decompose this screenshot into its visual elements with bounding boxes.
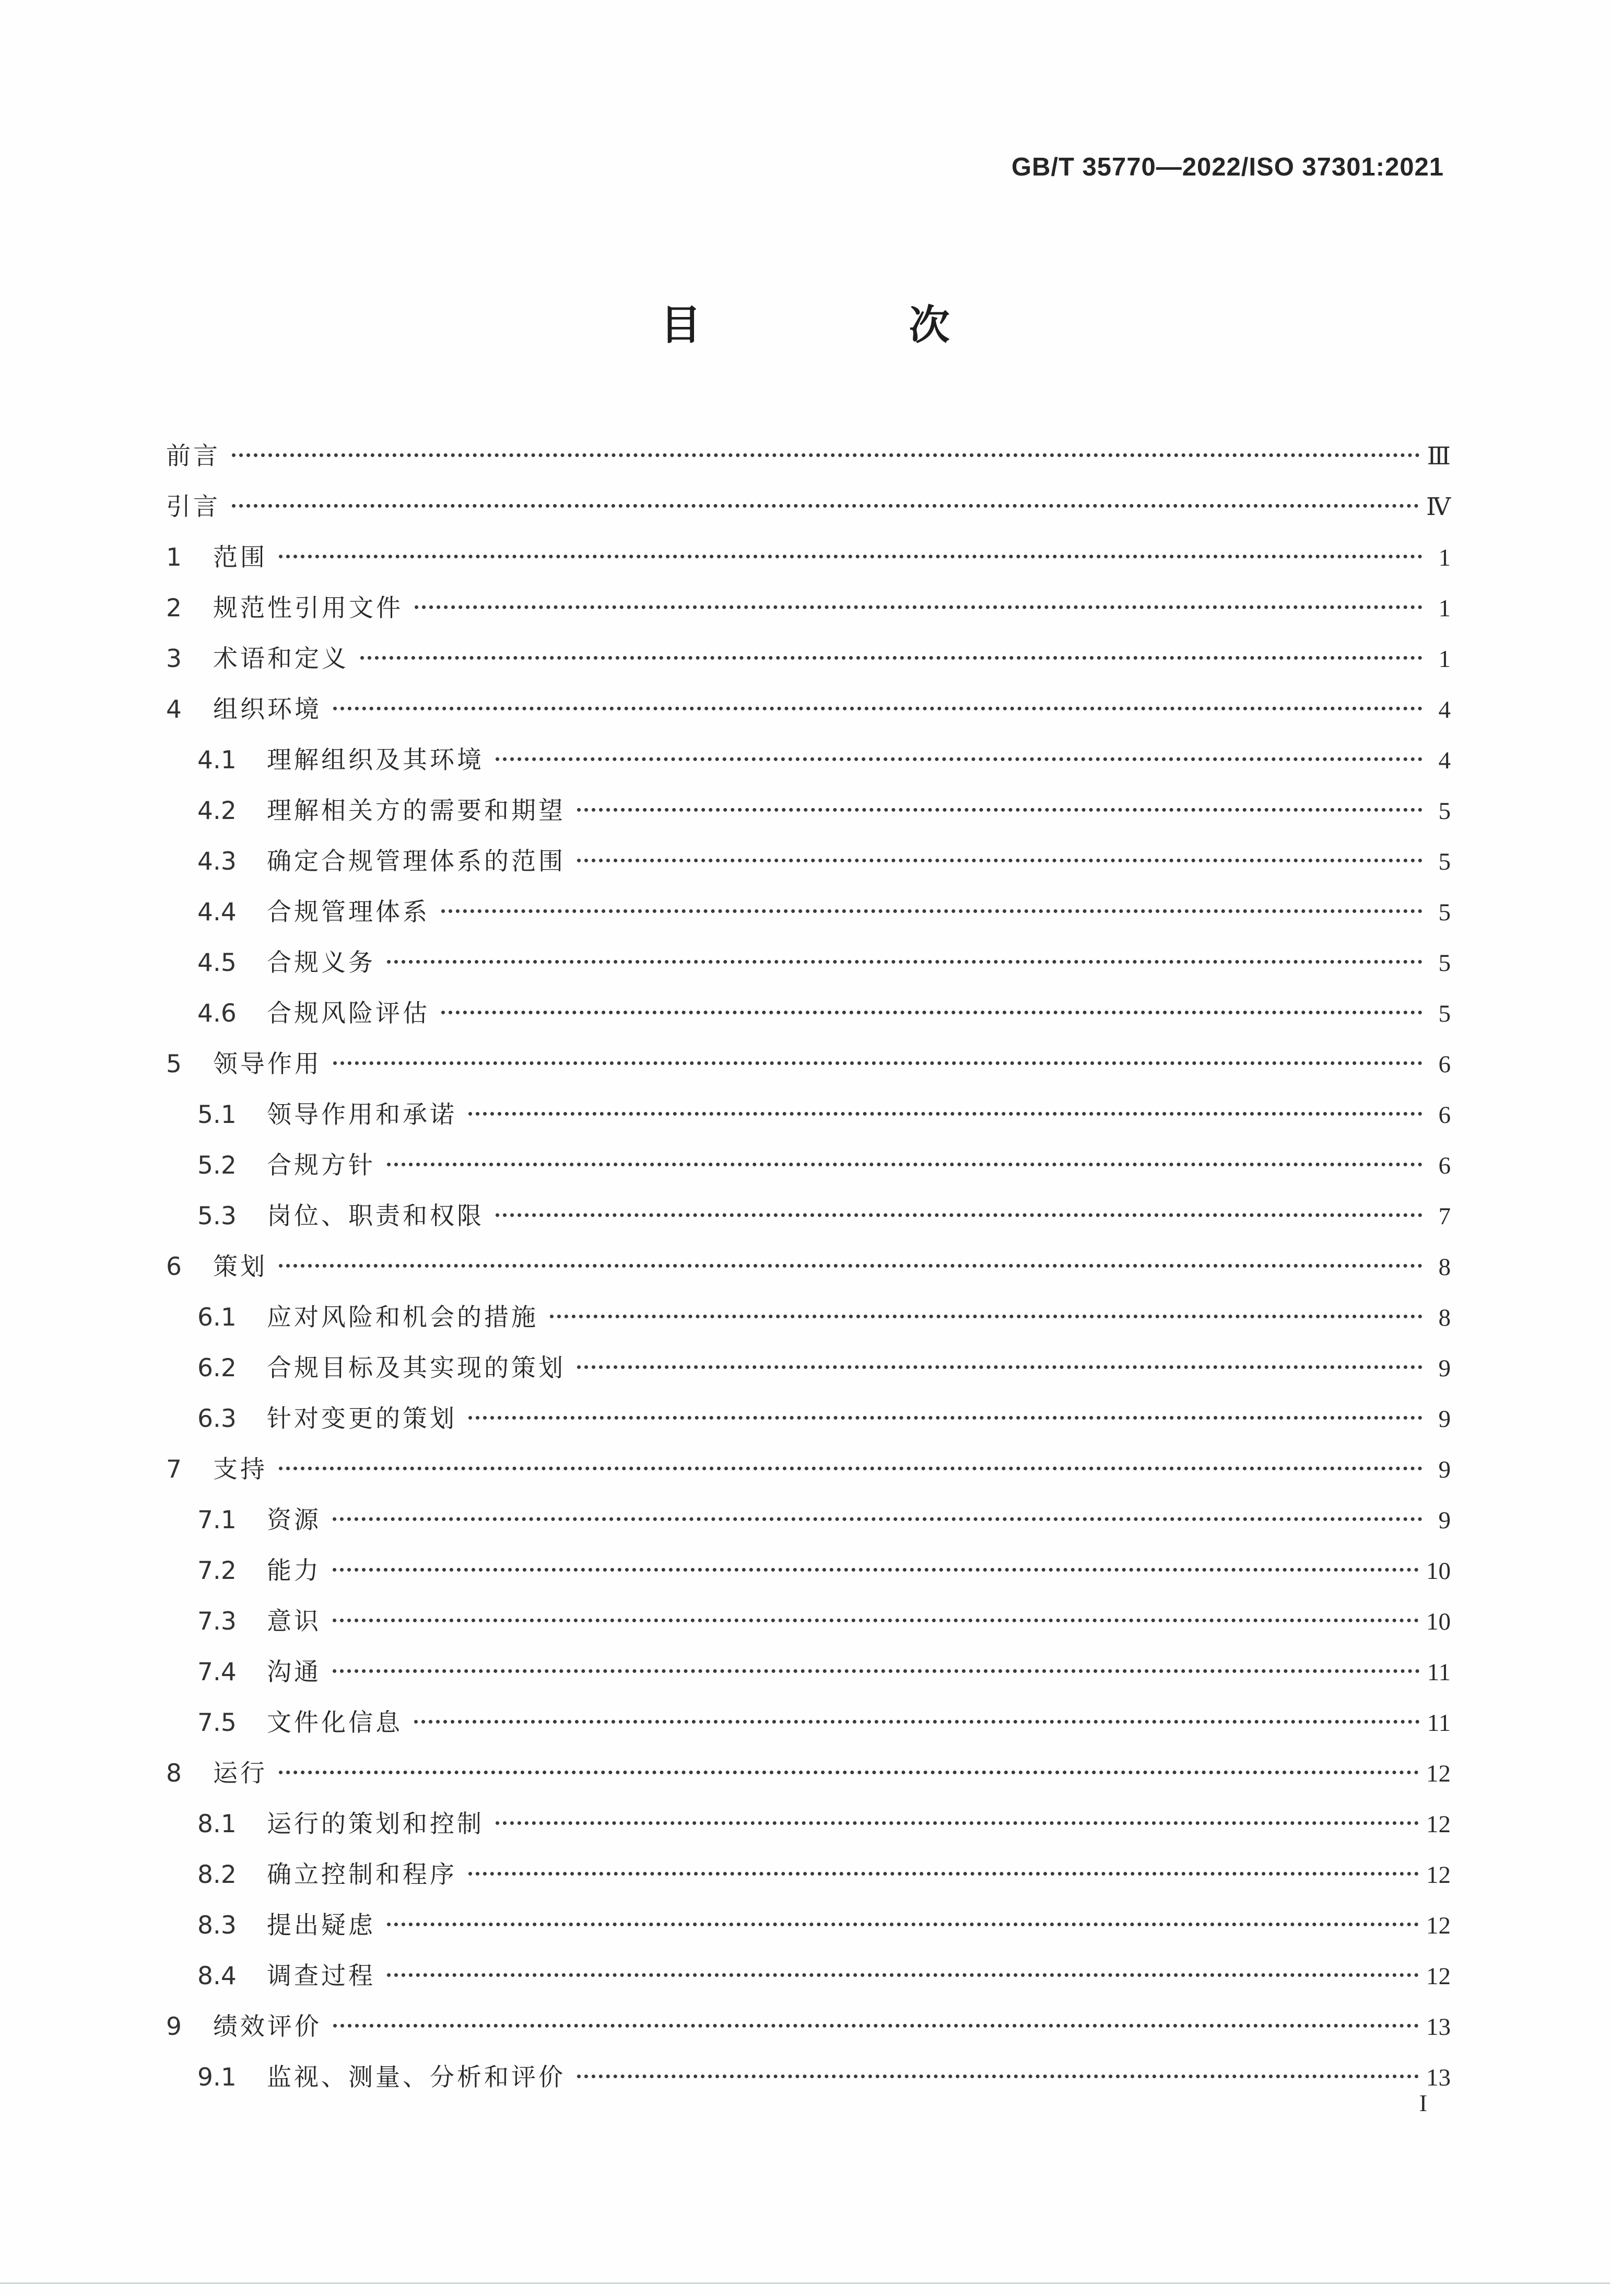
toc-entry-label: 组织环境 (213, 695, 322, 724)
toc-entry-page: 9 (1438, 1355, 1451, 1382)
footer-page-number: I (1419, 2090, 1427, 2116)
toc-entry-label: 运行的策划和控制 (267, 1810, 484, 1838)
toc-entry-number: 4.3 (197, 847, 237, 876)
toc-entry-label: 前言 (166, 442, 220, 471)
toc-entry[interactable] (166, 1849, 1451, 1900)
toc-dot-leader (387, 1923, 1419, 1926)
toc-entry-page: 6 (1438, 1102, 1451, 1129)
toc-entry-label: 范围 (213, 543, 267, 572)
toc-entry-label: 理解组织及其环境 (267, 746, 484, 775)
toc-entry-page: 10 (1426, 1557, 1451, 1585)
toc-entry-number: 7.5 (197, 1708, 237, 1737)
toc-entry-label: 支持 (213, 1455, 267, 1484)
toc-entry-number: 7 (166, 1455, 182, 1484)
toc-entry[interactable] (166, 1647, 1451, 1697)
toc-entry[interactable] (166, 482, 1451, 532)
toc-dot-leader (333, 2024, 1419, 2028)
toc-entry-label: 确定合规管理体系的范围 (267, 847, 566, 876)
scan-edge-line (0, 2282, 1610, 2284)
toc-dot-leader (577, 808, 1423, 812)
toc-entry-page: 5 (1438, 950, 1451, 977)
toc-entry-page: 8 (1438, 1254, 1451, 1281)
toc-entry-page: 7 (1438, 1203, 1451, 1230)
toc-entry-page: Ⅳ (1426, 494, 1451, 521)
table-of-contents (166, 431, 1451, 2103)
toc-entry-label: 绩效评价 (213, 2012, 322, 2041)
toc-dot-leader (279, 1467, 1423, 1470)
toc-entry-number: 7.2 (197, 1556, 237, 1585)
toc-entry-label: 岗位、职责和权限 (267, 1202, 484, 1231)
toc-entry-page: 12 (1426, 1861, 1451, 1889)
toc-entry-number: 8.2 (197, 1860, 237, 1889)
toc-entry-label: 调查过程 (267, 1962, 375, 1990)
toc-dot-leader (333, 1061, 1423, 1065)
toc-entry-page: 4 (1438, 696, 1451, 723)
toc-entry-label: 文件化信息 (267, 1708, 403, 1737)
toc-entry[interactable] (166, 938, 1451, 988)
toc-dot-leader (441, 909, 1423, 913)
toc-entry[interactable] (166, 431, 1451, 482)
toc-dot-leader (333, 1619, 1419, 1622)
toc-dot-leader (387, 1973, 1419, 1977)
toc-entry-number: 9.1 (197, 2063, 237, 2092)
toc-entry[interactable] (166, 1039, 1451, 1090)
toc-entry[interactable] (166, 1596, 1451, 1647)
toc-dot-leader (387, 960, 1423, 964)
toc-entry-number: 9 (166, 2012, 182, 2041)
toc-entry[interactable] (166, 1191, 1451, 1241)
toc-entry-label: 运行 (213, 1759, 267, 1788)
toc-entry-number: 7.4 (197, 1658, 237, 1686)
toc-dot-leader (468, 1416, 1423, 1420)
toc-entry-number: 8.4 (197, 1962, 237, 1990)
toc-entry-number: 8.1 (197, 1810, 237, 1838)
toc-entry-number: 4.2 (197, 796, 237, 825)
toc-dot-leader (414, 1720, 1420, 1724)
toc-dot-leader (333, 1669, 1420, 1673)
toc-dot-leader (577, 1365, 1423, 1369)
toc-entry-page: 12 (1426, 1760, 1451, 1787)
toc-entry-page: 1 (1438, 646, 1451, 673)
toc-entry-number: 6 (166, 1252, 182, 1281)
toc-entry-label: 领导作用 (213, 1050, 322, 1079)
toc-entry-number: 7.1 (197, 1506, 237, 1534)
toc-dot-leader (468, 1872, 1419, 1876)
toc-entry-label: 合规义务 (267, 948, 375, 977)
toc-entry-number: 5.2 (197, 1151, 237, 1180)
toc-entry-number: 4.4 (197, 898, 237, 927)
toc-entry-page: 12 (1426, 1912, 1451, 1939)
toc-entry-label: 沟通 (267, 1658, 321, 1686)
toc-entry-number: 4.6 (197, 999, 237, 1028)
toc-entry-page: 13 (1426, 2064, 1451, 2091)
toc-dot-leader (279, 555, 1423, 558)
toc-entry-label: 意识 (267, 1607, 321, 1636)
toc-dot-leader (496, 757, 1423, 761)
toc-entry-label: 理解相关方的需要和期望 (267, 796, 566, 825)
toc-entry-page: 8 (1438, 1304, 1451, 1331)
toc-entry-page: 12 (1426, 1811, 1451, 1838)
toc-entry-page: 5 (1438, 798, 1451, 825)
toc-entry-number: 4 (166, 695, 182, 724)
toc-entry-page: 11 (1427, 1709, 1451, 1737)
toc-dot-leader (496, 1821, 1419, 1825)
toc-entry-label: 策划 (213, 1252, 267, 1281)
toc-entry-label: 能力 (267, 1556, 321, 1585)
toc-entry[interactable] (166, 1090, 1451, 1140)
toc-entry-label: 应对风险和机会的措施 (267, 1303, 538, 1332)
toc-entry[interactable] (166, 887, 1451, 938)
toc-entry-label: 引言 (166, 493, 220, 521)
toc-entry-number: 5.3 (197, 1202, 237, 1231)
toc-entry-page: 1 (1438, 544, 1451, 571)
toc-entry-page: 13 (1426, 2013, 1451, 2041)
toc-dot-leader (279, 1771, 1419, 1774)
toc-dot-leader (279, 1264, 1423, 1268)
toc-entry-page: 5 (1438, 848, 1451, 875)
toc-entry[interactable] (166, 1951, 1451, 2001)
toc-entry-number: 2 (166, 594, 182, 623)
toc-entry-number: 7.3 (197, 1607, 237, 1636)
toc-entry[interactable] (166, 583, 1451, 634)
toc-entry[interactable] (166, 1748, 1451, 1799)
toc-entry-number: 8.3 (197, 1911, 237, 1940)
toc-entry[interactable] (166, 2001, 1451, 2052)
toc-dot-leader (577, 859, 1423, 862)
toc-entry-page: 9 (1438, 1405, 1451, 1433)
toc-entry-number: 5.1 (197, 1100, 237, 1129)
toc-entry-page: Ⅲ (1427, 443, 1451, 470)
toc-entry-number: 1 (166, 543, 182, 572)
toc-entry-page: 4 (1438, 747, 1451, 774)
toc-entry[interactable] (166, 684, 1451, 735)
toc-entry-number: 6.2 (197, 1354, 237, 1383)
toc-dot-leader (496, 1213, 1423, 1217)
toc-entry-number: 6.1 (197, 1303, 237, 1332)
toc-entry-label: 术语和定义 (213, 645, 349, 673)
toc-entry-number: 4.5 (197, 948, 237, 977)
toc-entry-page: 1 (1438, 595, 1451, 622)
toc-dot-leader (441, 1011, 1423, 1014)
toc-entry-label: 针对变更的策划 (267, 1404, 457, 1433)
toc-entry-page: 9 (1438, 1507, 1451, 1534)
toc-entry[interactable] (166, 735, 1451, 786)
toc-entry[interactable] (166, 1495, 1451, 1545)
toc-entry-number: 3 (166, 645, 182, 673)
toc-entry-label: 确立控制和程序 (267, 1860, 457, 1889)
toc-entry[interactable] (166, 1444, 1451, 1495)
toc-dot-leader (387, 1163, 1423, 1166)
toc-entry-page: 5 (1438, 1000, 1451, 1027)
toc-entry[interactable] (166, 1343, 1451, 1393)
toc-entry[interactable] (166, 988, 1451, 1039)
toc-dot-leader (333, 1568, 1419, 1572)
toc-entry-label: 合规方针 (267, 1151, 375, 1180)
toc-entry[interactable] (166, 634, 1451, 684)
toc-dot-leader (577, 2075, 1419, 2078)
toc-entry-page: 6 (1438, 1152, 1451, 1179)
toc-entry[interactable] (166, 1545, 1451, 1596)
toc-dot-leader (232, 453, 1420, 457)
toc-entry[interactable] (166, 1697, 1451, 1748)
toc-entry-number: 4.1 (197, 746, 237, 775)
standard-code: GB/T 35770—2022/ISO 37301:2021 (1011, 153, 1444, 181)
toc-entry-label: 资源 (267, 1506, 321, 1534)
toc-entry-page: 5 (1438, 899, 1451, 926)
toc-dot-leader (415, 605, 1423, 609)
toc-dot-leader (333, 707, 1423, 710)
toc-entry-page: 12 (1426, 1963, 1451, 1990)
toc-entry[interactable] (166, 1241, 1451, 1292)
toc-entry-label: 合规管理体系 (267, 898, 430, 927)
toc-entry-page: 6 (1438, 1051, 1451, 1078)
toc-entry-page: 9 (1438, 1456, 1451, 1483)
toc-entry[interactable] (166, 1799, 1451, 1849)
toc-entry-page: 11 (1427, 1659, 1451, 1686)
toc-entry[interactable] (166, 1900, 1451, 1951)
toc-entry[interactable] (166, 786, 1451, 836)
toc-entry-label: 规范性引用文件 (213, 594, 403, 623)
toc-entry[interactable] (166, 1292, 1451, 1343)
toc-entry[interactable] (166, 532, 1451, 583)
toc-dot-leader (333, 1517, 1423, 1521)
toc-entry[interactable] (166, 1393, 1451, 1444)
toc-entry-label: 合规目标及其实现的策划 (267, 1354, 566, 1383)
toc-dot-leader (360, 656, 1423, 660)
toc-entry-label: 合规风险评估 (267, 999, 430, 1028)
toc-entry-number: 5 (166, 1050, 182, 1079)
toc-dot-leader (550, 1315, 1423, 1318)
toc-entry-number: 8 (166, 1759, 182, 1788)
toc-entry-page: 10 (1426, 1608, 1451, 1635)
toc-dot-leader (232, 504, 1419, 508)
toc-entry-number: 6.3 (197, 1404, 237, 1433)
toc-entry[interactable] (166, 2052, 1451, 2103)
toc-entry-label: 提出疑虑 (267, 1911, 375, 1940)
page-title: 目 次 (660, 302, 1033, 349)
toc-entry[interactable] (166, 836, 1451, 887)
toc-dot-leader (468, 1112, 1423, 1116)
toc-entry-label: 监视、测量、分析和评价 (267, 2063, 566, 2092)
toc-entry[interactable] (166, 1140, 1451, 1191)
toc-entry-label: 领导作用和承诺 (267, 1100, 457, 1129)
